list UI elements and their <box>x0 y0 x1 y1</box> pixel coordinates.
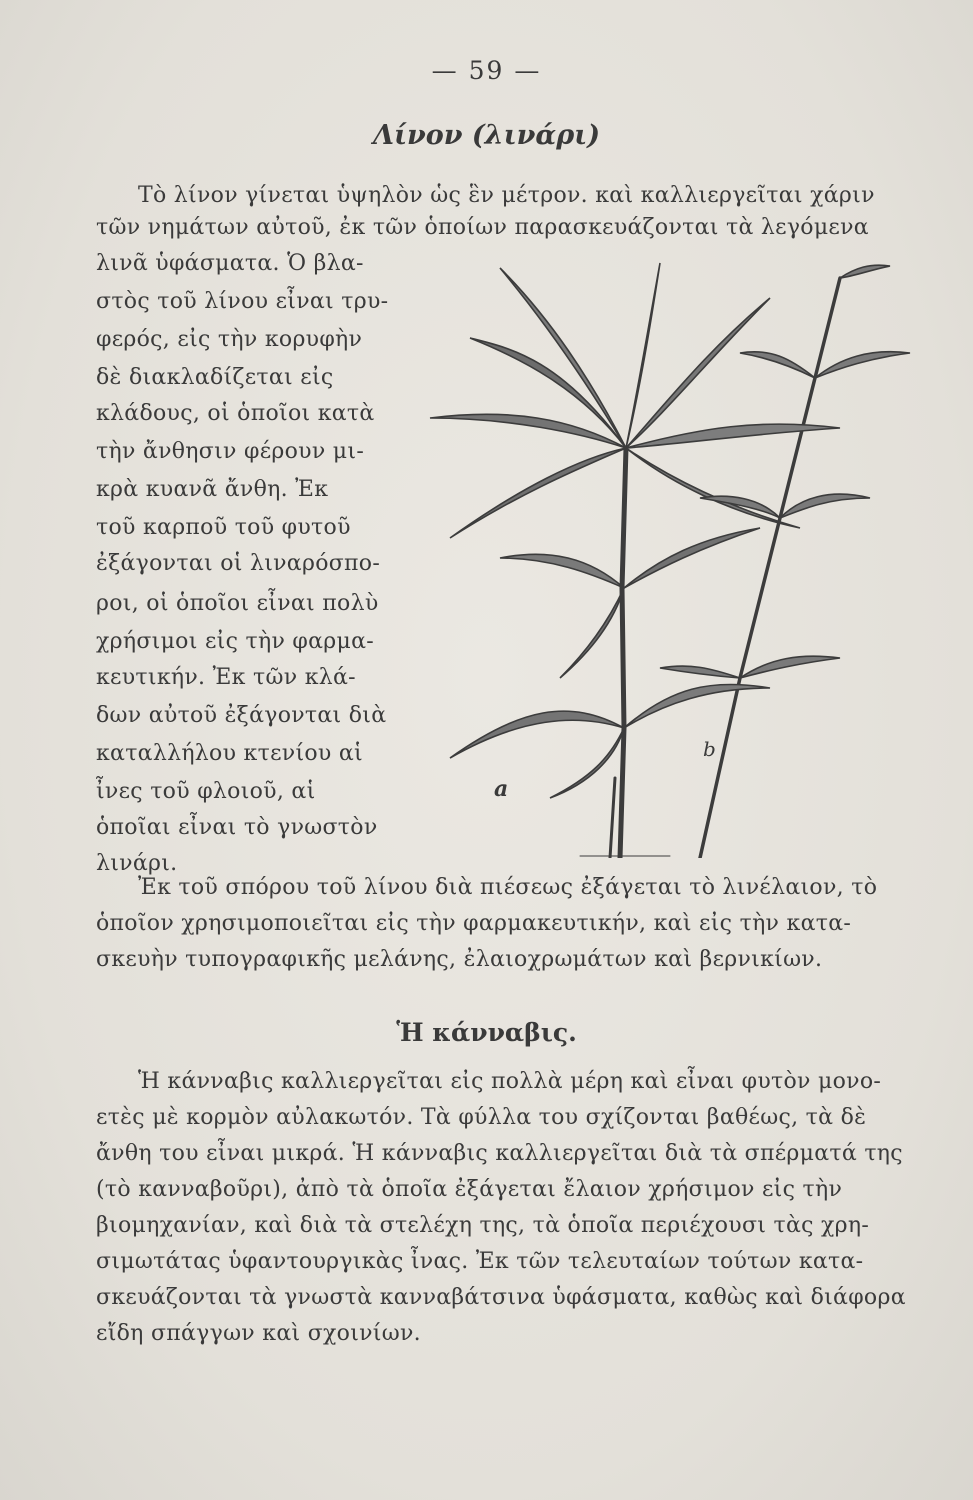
body-line: καταλλήλου κτενίου αἱ <box>96 741 363 766</box>
body-line: ὁποῖον χρησιμοποιεῖται εἰς τὴν φαρμακευτικήν, καὶ εἰς τὴν κατα- <box>96 911 852 936</box>
body-line: ετὲς μὲ κορμὸν αὐλακωτόν. Τὰ φύλλα του σχίζονται βαθέως, τὰ δὲ <box>96 1105 867 1130</box>
body-line: Ἡ κάνναβις καλλιεργεῖται εἰς πολλὰ μέρη καὶ εἶναι φυτὸν μονο- <box>138 1069 882 1094</box>
body-line: ἐξάγονται οἱ λιναρόσπο- <box>96 551 381 576</box>
body-line: Ἐκ τοῦ σπόρου τοῦ λίνου διὰ πιέσεως ἐξάγεται τὸ λινέλαιον, τὸ <box>138 875 878 900</box>
body-line: λινᾶ ὑφάσματα. Ὁ βλα- <box>96 251 364 276</box>
section-heading-linon: Λίνον (λινάρι) <box>373 120 600 151</box>
body-line: ἄνθη του εἶναι μικρά. Ἡ κάνναβις καλλιεργεῖται διὰ τὰ σπέρματά της <box>96 1141 903 1166</box>
body-line: κλάδους, οἱ ὁποῖοι κατὰ <box>96 401 375 426</box>
body-line: στὸς τοῦ λίνου εἶναι τρυ- <box>96 289 389 314</box>
flax-plant-illustration <box>410 258 930 858</box>
section-heading-kannabis: Ἡ κάνναβις. <box>396 1018 577 1047</box>
body-line: ἶνες τοῦ φλοιοῦ, αἱ <box>96 779 316 804</box>
body-line: εἴδη σπάγγων καὶ σχοινίων. <box>96 1321 421 1346</box>
figure-label-a: a <box>494 776 509 802</box>
body-line: φερός, εἰς τὴν κορυφὴν <box>96 327 363 352</box>
body-line: σιμωτάτας ὑφαντουργικὰς ἶνας. Ἐκ τῶν τελευταίων τούτων κατα- <box>96 1249 864 1274</box>
body-line: σκευάζονται τὰ γνωστὰ κανναβάτσινα ὑφάσματα, καθὼς καὶ διάφορα <box>96 1285 906 1310</box>
figure-label-b: b <box>703 737 716 761</box>
body-line: ροι, οἱ ὁποῖοι εἶναι πολὺ <box>96 591 379 616</box>
body-line: τὴν ἄνθησιν φέρουν μι- <box>96 439 365 464</box>
body-line: δὲ διακλαδίζεται εἰς <box>96 365 334 390</box>
body-line: τοῦ καρποῦ τοῦ φυτοῦ <box>96 515 351 540</box>
body-line: σκευὴν τυπογραφικῆς μελάνης, ἐλαιοχρωμάτων καὶ βερνικίων. <box>96 947 823 972</box>
body-line: τῶν νημάτων αὐτοῦ, ἐκ τῶν ὁποίων παρασκευάζονται τὰ λεγόμενα <box>96 215 869 240</box>
body-line: Τὸ λίνον γίνεται ὑψηλὸν ὡς ἓν μέτρον. καὶ καλλιεργεῖται χάριν <box>138 183 875 208</box>
body-line: χρήσιμοι εἰς τὴν φαρμα- <box>96 629 374 654</box>
page-number: — 59 — <box>431 56 542 85</box>
body-line: κευτικήν. Ἐκ τῶν κλά- <box>96 665 356 690</box>
body-line: δων αὐτοῦ ἐξάγονται διὰ <box>96 703 387 728</box>
body-line: λινάρι. <box>96 851 178 876</box>
body-line: ὁποῖαι εἶναι τὸ γνωστὸν <box>96 815 378 840</box>
body-line: βιομηχανίαν, καὶ διὰ τὰ στελέχη της, τὰ ὁποῖα περιέχουσι τὰς χρη- <box>96 1213 870 1238</box>
body-line: (τὸ κανναβοῦρι), ἀπὸ τὰ ὁποῖα ἐξάγεται ἔλαιον χρήσιμον εἰς τὴν <box>96 1177 843 1202</box>
body-line: κρὰ κυανᾶ ἄνθη. Ἐκ <box>96 477 329 502</box>
